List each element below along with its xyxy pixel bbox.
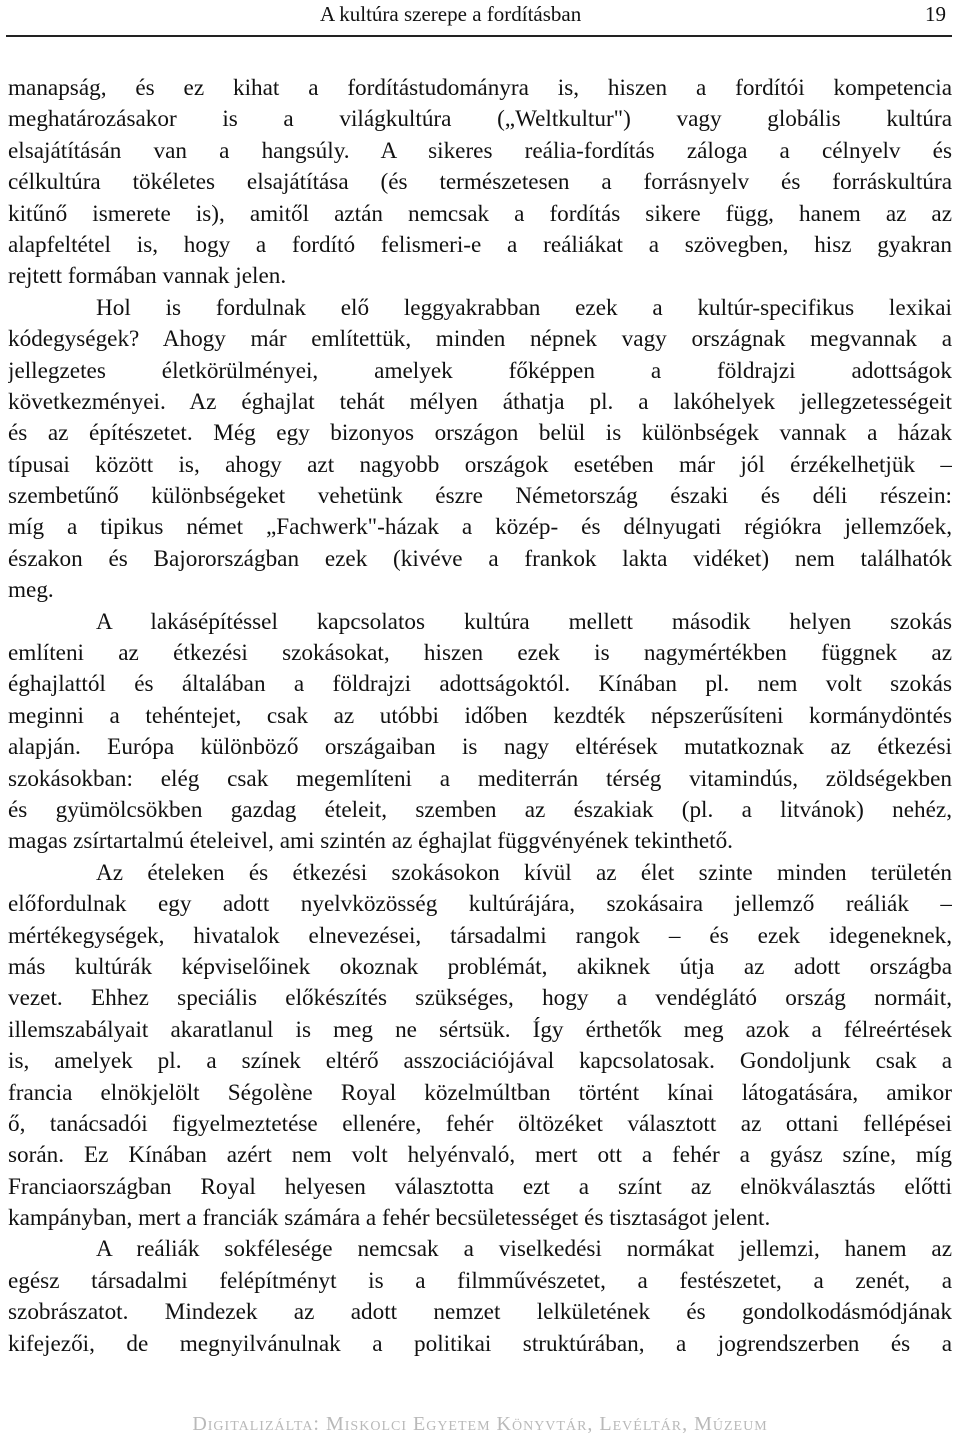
text-line: és az építészetet. Még egy bizonyos országon belül is különbségek vannak a házak [8, 420, 952, 447]
page-number: 19 [925, 2, 946, 26]
text-line: meg. [8, 577, 54, 604]
text-line: során. Ez Kínában azért nem volt helyénvaló, mert ott a fehér a gyász színe, míg [8, 1142, 952, 1169]
text-line: Hol is fordulnak elő leggyakrabban ezek a kultúr-specifikus lexikai [96, 294, 952, 321]
text-line: jellegzetes életkörülményei, amelyek főképpen a földrajzi adottságok [8, 357, 952, 384]
text-line: szobrászatot. Mindezek az adott nemzet lelkületének és gondolkodásmódjának [8, 1299, 952, 1326]
text-line: egész társadalmi felépítményt is a filmművészetet, a festészetet, a zenét, a [8, 1267, 952, 1294]
text-line: meghatározásakor is a világkultúra („Weltkultur") vagy globális kultúra [8, 106, 952, 133]
page-header [0, 0, 960, 34]
digitization-watermark: Digitalizálta: Miskolci Egyetem Könyvtár, Levéltár, Múzeum [192, 1413, 768, 1435]
text-line: ő, tanácsadói figyelmeztetése ellenére, fehér öltözéket választott az ottani fellépései [8, 1110, 952, 1137]
text-line: célkultúra tökéletes elsajátítása (és természetesen a forrásnyelv és forráskultúra [8, 169, 952, 196]
text-line: kampányban, mert a franciák számára a fehér becsületességet és tisztaságot jelent. [8, 1205, 771, 1232]
text-line: következményei. Az éghajlat tehát mélyen áthatja pl. a lakóhelyek jellegzetességeit [8, 388, 952, 415]
text-line: rejtett formában vannak jelen. [8, 263, 287, 290]
text-line: francia elnökjelölt Ségolène Royal közelmúltban történt kínai látogatására, amikor [8, 1079, 952, 1106]
text-line: típusai között is, ahogy azt nagyobb országok esetében már jól érzékelhetjük – [8, 451, 952, 478]
text-line: meginni a tehéntejet, csak az utóbbi időben kezdték népszerűsíteni kormánydöntés [8, 702, 952, 729]
text-line: elsajátításán van a hangsúly. A sikeres reália-fordítás záloga a célnyelv és [8, 137, 952, 164]
text-line: magas zsírtartalmú ételeivel, ami szintén az éghajlat függvényének tekinthető. [8, 828, 733, 855]
text-line: északon és Bajorországban ezek (kivéve a frankok lakta vidéket) nem találhatók [8, 545, 952, 572]
text-line: A lakásépítéssel kapcsolatos kultúra mellett második helyen szokás [96, 608, 952, 635]
text-line: míg a tipikus német „Fachwerk"-házak a közép- és délnyugati régiókra jellemzőek, [8, 514, 952, 541]
text-line: szembetűnő különbségeket vehetünk észre Németország északi és déli részein: [8, 483, 952, 510]
text-line: Az ételeken és étkezési szokásokon kívül az élet szinte minden területén [96, 859, 952, 886]
text-line: illemszabályait akaratlanul is meg ne sértsük. Így érthetők meg azok a félreértések [8, 1016, 952, 1043]
body-text [8, 73, 952, 1360]
text-line: alapján. Európa különböző országaiban is nagy eltérések mutatkoznak az étkezési [8, 734, 952, 761]
text-line: említeni az étkezési szokásokat, hiszen ezek is nagymértékben függnek az [8, 640, 952, 667]
text-line: is, amelyek pl. a színek eltérő asszociációjával kapcsolatosak. Gondoljunk csak a [8, 1048, 952, 1075]
text-line: A reáliák sokfélesége nemcsak a viselkedési normákat jellemzi, hanem az [96, 1236, 952, 1263]
text-line: és gyümölcsökben gazdag ételeit, szemben az északiak (pl. a litvánok) nehéz, [8, 796, 952, 823]
text-line: más kultúrák képviselőinek okoznak problémát, akiknek útja az adott országba [8, 953, 952, 980]
text-line: szokásokban: elég csak megemlíteni a mediterrán térség vitamindús, zöldségekben [8, 765, 952, 792]
text-line: kódegységek? Ahogy már említettük, minden népnek vagy országnak megvannak a [8, 326, 952, 353]
text-line: előfordulnak egy adott nyelvközösség kultúrájára, szokásaira jellemző reáliák – [8, 891, 952, 918]
text-line: éghajlattól és általában a földrajzi adottságoktól. Kínában pl. nem volt szokás [8, 671, 952, 698]
text-line: kitűnő ismerete is), amitől aztán nemcsak a fordítás sikere függ, hanem az az [8, 200, 952, 227]
running-title: A kultúra szerepe a fordításban [320, 2, 582, 26]
text-line: mértékegységek, hivatalok elnevezései, társadalmi rangok – és ezek idegeneknek, [8, 922, 952, 949]
header-rule [6, 35, 952, 37]
text-line: kifejezői, de megnyilvánulnak a politikai struktúrában, a jogrendszerben és a [8, 1330, 952, 1357]
text-line: Franciaországban Royal helyesen választotta ezt a színt az elnökválasztás előtti [8, 1173, 952, 1200]
text-line: alapfeltétel is, hogy a fordító felismeri-e a reáliákat a szövegben, hisz gyakran [8, 231, 952, 258]
text-line: vezet. Ehhez speciális előkészítés szükséges, hogy a vendéglátó ország normáit, [8, 985, 952, 1012]
text-line: manapság, és ez kihat a fordítástudományra is, hiszen a fordítói kompetencia [8, 75, 952, 101]
